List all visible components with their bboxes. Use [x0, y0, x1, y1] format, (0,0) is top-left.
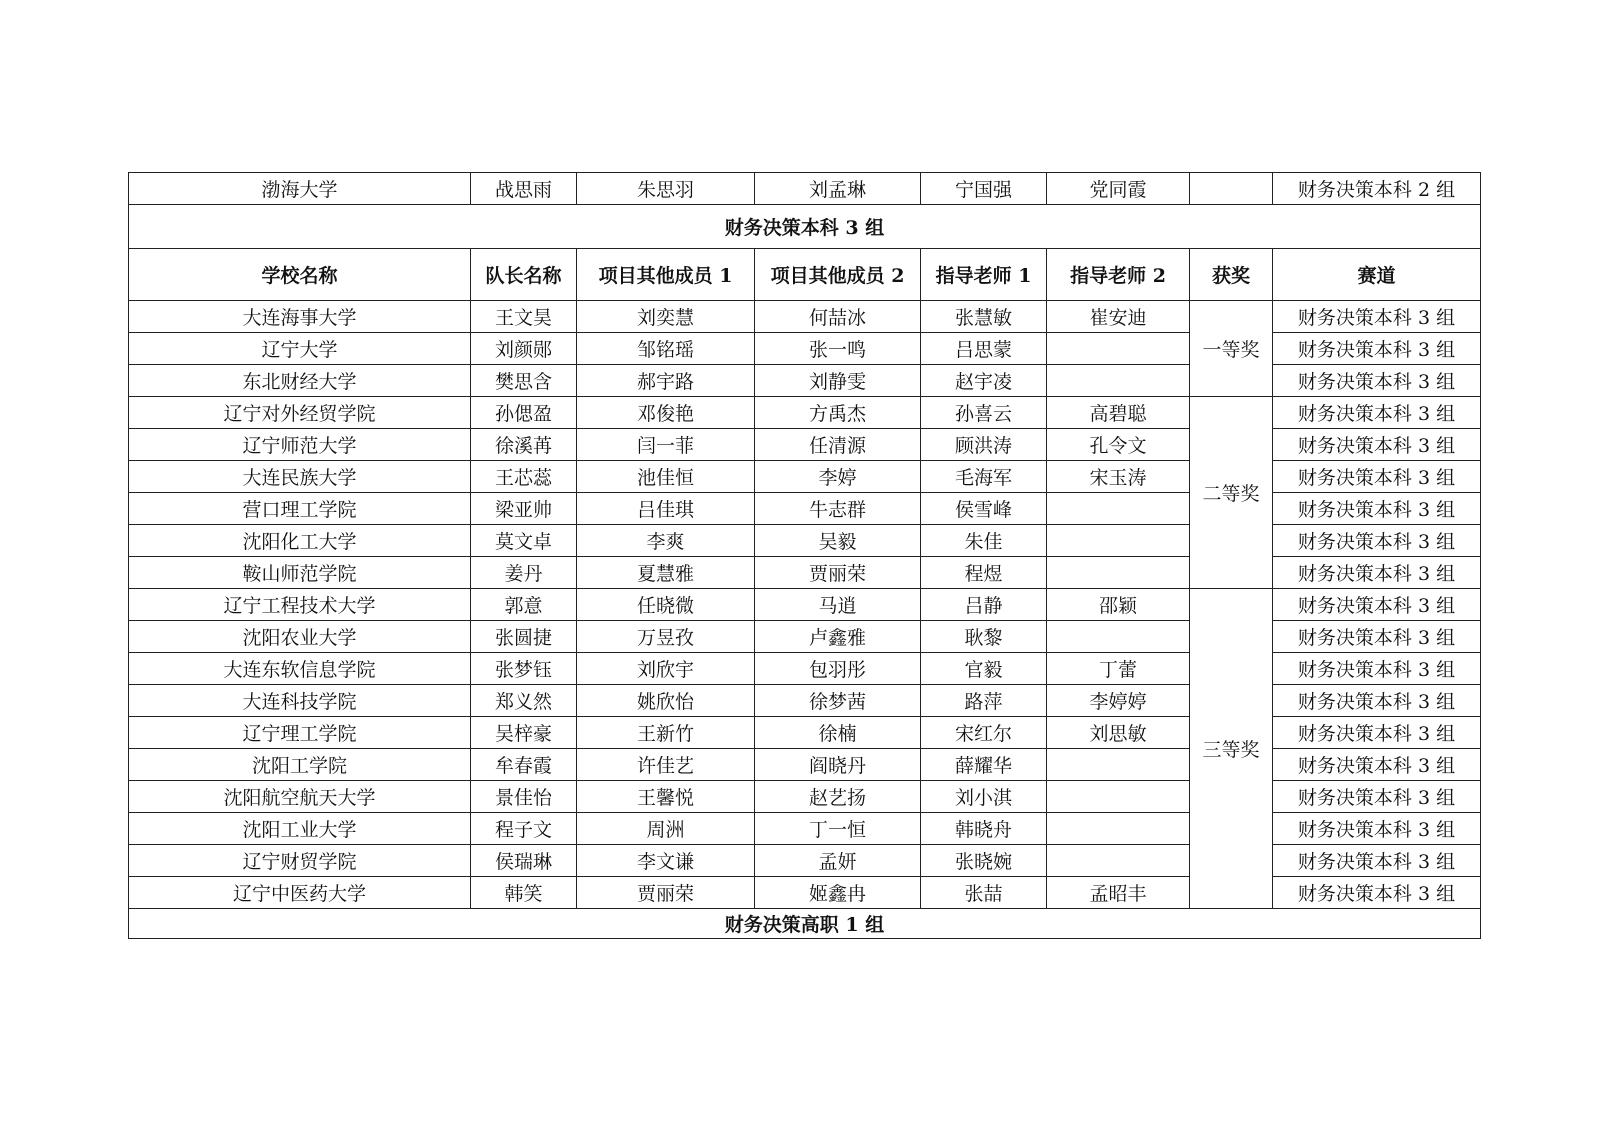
track-cell: 财务决策本科 3 组 [1273, 653, 1481, 685]
table-row [129, 749, 1481, 781]
school-cell: 辽宁理工学院 [129, 717, 471, 749]
advisor2-cell: 邵颖 [1047, 589, 1190, 621]
member2-cell: 孟妍 [755, 845, 921, 877]
member1-cell: 闫一菲 [577, 429, 755, 461]
table-row [129, 589, 1481, 621]
advisor2-cell: 党同霞 [1047, 173, 1190, 205]
school-cell: 沈阳化工大学 [129, 525, 471, 557]
advisor2-cell: 刘思敏 [1047, 717, 1190, 749]
advisor1-cell: 毛海军 [921, 461, 1047, 493]
advisor2-cell [1047, 781, 1190, 813]
member1-cell: 郝宇路 [577, 365, 755, 397]
advisor1-cell: 顾洪涛 [921, 429, 1047, 461]
table-row [129, 813, 1481, 845]
member1-cell: 许佳艺 [577, 749, 755, 781]
header-school: 学校名称 [129, 249, 471, 301]
header-captain: 队长名称 [471, 249, 577, 301]
track-cell: 财务决策本科 3 组 [1273, 557, 1481, 589]
data-rows [129, 301, 1481, 909]
member2-cell: 马逍 [755, 589, 921, 621]
school-cell: 辽宁财贸学院 [129, 845, 471, 877]
advisor2-cell [1047, 557, 1190, 589]
captain-cell: 张圆捷 [471, 621, 577, 653]
member1-cell: 刘欣宇 [577, 653, 755, 685]
school-cell: 大连科技学院 [129, 685, 471, 717]
captain-cell: 刘颜郧 [471, 333, 577, 365]
advisor2-cell: 丁蕾 [1047, 653, 1190, 685]
member2-cell: 牛志群 [755, 493, 921, 525]
school-cell: 辽宁工程技术大学 [129, 589, 471, 621]
advisor1-cell: 韩晓舟 [921, 813, 1047, 845]
member1-cell: 吕佳琪 [577, 493, 755, 525]
advisor2-cell [1047, 621, 1190, 653]
table-row [129, 877, 1481, 909]
track-cell: 财务决策本科 3 组 [1273, 621, 1481, 653]
track-cell: 财务决策本科 3 组 [1273, 525, 1481, 557]
table-row [129, 301, 1481, 333]
advisor2-cell [1047, 525, 1190, 557]
track-cell: 财务决策本科 3 组 [1273, 589, 1481, 621]
captain-cell: 郭意 [471, 589, 577, 621]
table-row [129, 717, 1481, 749]
member1-cell: 池佳恒 [577, 461, 755, 493]
advisor2-cell [1047, 749, 1190, 781]
captain-cell: 韩笑 [471, 877, 577, 909]
member2-cell: 张一鸣 [755, 333, 921, 365]
member2-cell: 何喆冰 [755, 301, 921, 333]
advisor2-cell: 高碧聪 [1047, 397, 1190, 429]
member1-cell: 王新竹 [577, 717, 755, 749]
advisor2-cell [1047, 333, 1190, 365]
header-advisor2: 指导老师 2 [1047, 249, 1190, 301]
track-cell: 财务决策本科 3 组 [1273, 365, 1481, 397]
member2-cell: 赵艺扬 [755, 781, 921, 813]
member1-cell: 周洲 [577, 813, 755, 845]
award-cell: 二等奖 [1190, 397, 1273, 589]
header-track: 赛道 [1273, 249, 1481, 301]
results-table [128, 172, 1481, 939]
captain-cell: 张梦钰 [471, 653, 577, 685]
advisor1-cell: 薛耀华 [921, 749, 1047, 781]
member2-cell: 任清源 [755, 429, 921, 461]
school-cell: 沈阳工业大学 [129, 813, 471, 845]
table-row [129, 653, 1481, 685]
member1-cell: 李文谦 [577, 845, 755, 877]
member2-cell: 刘孟琳 [755, 173, 921, 205]
award-cell [1190, 173, 1273, 205]
member1-cell: 贾丽荣 [577, 877, 755, 909]
school-cell: 大连民族大学 [129, 461, 471, 493]
member2-cell: 贾丽荣 [755, 557, 921, 589]
member1-cell: 任晓微 [577, 589, 755, 621]
table-row [129, 397, 1481, 429]
advisor1-cell: 宋红尔 [921, 717, 1047, 749]
member1-cell: 万昱孜 [577, 621, 755, 653]
school-cell: 沈阳农业大学 [129, 621, 471, 653]
advisor1-cell: 朱佳 [921, 525, 1047, 557]
captain-cell: 梁亚帅 [471, 493, 577, 525]
table-row [129, 781, 1481, 813]
group-title: 财务决策本科 3 组 [129, 205, 1481, 249]
captain-cell: 程子文 [471, 813, 577, 845]
member1-cell: 刘奕慧 [577, 301, 755, 333]
advisor1-cell: 路萍 [921, 685, 1047, 717]
member2-cell: 包羽彤 [755, 653, 921, 685]
track-cell: 财务决策本科 3 组 [1273, 301, 1481, 333]
track-cell: 财务决策本科 3 组 [1273, 845, 1481, 877]
member1-cell: 李爽 [577, 525, 755, 557]
member2-cell: 方禹杰 [755, 397, 921, 429]
header-advisor1: 指导老师 1 [921, 249, 1047, 301]
header-member1: 项目其他成员 1 [577, 249, 755, 301]
group-title-row [129, 205, 1481, 249]
track-cell: 财务决策本科 3 组 [1273, 429, 1481, 461]
table-row [129, 493, 1481, 525]
advisor2-cell [1047, 813, 1190, 845]
track-cell: 财务决策本科 3 组 [1273, 461, 1481, 493]
table-row [129, 333, 1481, 365]
advisor2-cell: 崔安迪 [1047, 301, 1190, 333]
school-cell: 营口理工学院 [129, 493, 471, 525]
captain-cell: 莫文卓 [471, 525, 577, 557]
member1-cell: 邹铭瑶 [577, 333, 755, 365]
next-group-title: 财务决策高职 1 组 [129, 909, 1481, 939]
captain-cell: 牟春霞 [471, 749, 577, 781]
track-cell: 财务决策本科 2 组 [1273, 173, 1481, 205]
table-row [129, 461, 1481, 493]
advisor2-cell: 李婷婷 [1047, 685, 1190, 717]
captain-cell: 徐溪苒 [471, 429, 577, 461]
school-cell: 渤海大学 [129, 173, 471, 205]
advisor2-cell: 宋玉涛 [1047, 461, 1190, 493]
table-row [129, 525, 1481, 557]
school-cell: 东北财经大学 [129, 365, 471, 397]
advisor1-cell: 张慧敏 [921, 301, 1047, 333]
school-cell: 沈阳航空航天大学 [129, 781, 471, 813]
member1-cell: 夏慧雅 [577, 557, 755, 589]
advisor1-cell: 刘小淇 [921, 781, 1047, 813]
captain-cell: 郑义然 [471, 685, 577, 717]
table-row [129, 429, 1481, 461]
school-cell: 大连海事大学 [129, 301, 471, 333]
school-cell: 辽宁大学 [129, 333, 471, 365]
member2-cell: 丁一恒 [755, 813, 921, 845]
track-cell: 财务决策本科 3 组 [1273, 333, 1481, 365]
school-cell: 大连东软信息学院 [129, 653, 471, 685]
track-cell: 财务决策本科 3 组 [1273, 493, 1481, 525]
member2-cell: 姬鑫冉 [755, 877, 921, 909]
captain-cell: 战思雨 [471, 173, 577, 205]
advisor1-cell: 程煜 [921, 557, 1047, 589]
table-row [129, 685, 1481, 717]
advisor2-cell: 孟昭丰 [1047, 877, 1190, 909]
advisor1-cell: 宁国强 [921, 173, 1047, 205]
track-cell: 财务决策本科 3 组 [1273, 781, 1481, 813]
table-row [129, 845, 1481, 877]
member2-cell: 刘静雯 [755, 365, 921, 397]
track-cell: 财务决策本科 3 组 [1273, 685, 1481, 717]
captain-cell: 王芯蕊 [471, 461, 577, 493]
advisor1-cell: 吕静 [921, 589, 1047, 621]
member1-cell: 王馨悦 [577, 781, 755, 813]
advisor2-cell [1047, 845, 1190, 877]
school-cell: 沈阳工学院 [129, 749, 471, 781]
member2-cell: 卢鑫雅 [755, 621, 921, 653]
captain-cell: 吴梓豪 [471, 717, 577, 749]
member2-cell: 阎晓丹 [755, 749, 921, 781]
award-cell: 一等奖 [1190, 301, 1273, 397]
advisor1-cell: 张喆 [921, 877, 1047, 909]
header-member2: 项目其他成员 2 [755, 249, 921, 301]
advisor2-cell: 孔令文 [1047, 429, 1190, 461]
advisor2-cell [1047, 493, 1190, 525]
captain-cell: 景佳怡 [471, 781, 577, 813]
header-award: 获奖 [1190, 249, 1273, 301]
advisor1-cell: 孙喜云 [921, 397, 1047, 429]
captain-cell: 樊思含 [471, 365, 577, 397]
member2-cell: 徐楠 [755, 717, 921, 749]
captain-cell: 姜丹 [471, 557, 577, 589]
advisor1-cell: 耿黎 [921, 621, 1047, 653]
advisor1-cell: 吕思蒙 [921, 333, 1047, 365]
track-cell: 财务决策本科 3 组 [1273, 877, 1481, 909]
table-row [129, 557, 1481, 589]
member2-cell: 李婷 [755, 461, 921, 493]
award-cell: 三等奖 [1190, 589, 1273, 909]
captain-cell: 王文昊 [471, 301, 577, 333]
school-cell: 鞍山师范学院 [129, 557, 471, 589]
advisor1-cell: 赵宇凌 [921, 365, 1047, 397]
advisor1-cell: 侯雪峰 [921, 493, 1047, 525]
track-cell: 财务决策本科 3 组 [1273, 397, 1481, 429]
member1-cell: 邓俊艳 [577, 397, 755, 429]
advisor2-cell [1047, 365, 1190, 397]
advisor1-cell: 官毅 [921, 653, 1047, 685]
member1-cell: 姚欣怡 [577, 685, 755, 717]
captain-cell: 孙偲盈 [471, 397, 577, 429]
school-cell: 辽宁师范大学 [129, 429, 471, 461]
track-cell: 财务决策本科 3 组 [1273, 813, 1481, 845]
header-row [129, 249, 1481, 301]
next-group-title-row [129, 909, 1481, 939]
member1-cell: 朱思羽 [577, 173, 755, 205]
table-row [129, 365, 1481, 397]
member2-cell: 吴毅 [755, 525, 921, 557]
school-cell: 辽宁对外经贸学院 [129, 397, 471, 429]
member2-cell: 徐梦茜 [755, 685, 921, 717]
captain-cell: 侯瑞琳 [471, 845, 577, 877]
table-row [129, 621, 1481, 653]
track-cell: 财务决策本科 3 组 [1273, 717, 1481, 749]
previous-group-row [129, 173, 1481, 205]
track-cell: 财务决策本科 3 组 [1273, 749, 1481, 781]
advisor1-cell: 张晓婉 [921, 845, 1047, 877]
school-cell: 辽宁中医药大学 [129, 877, 471, 909]
